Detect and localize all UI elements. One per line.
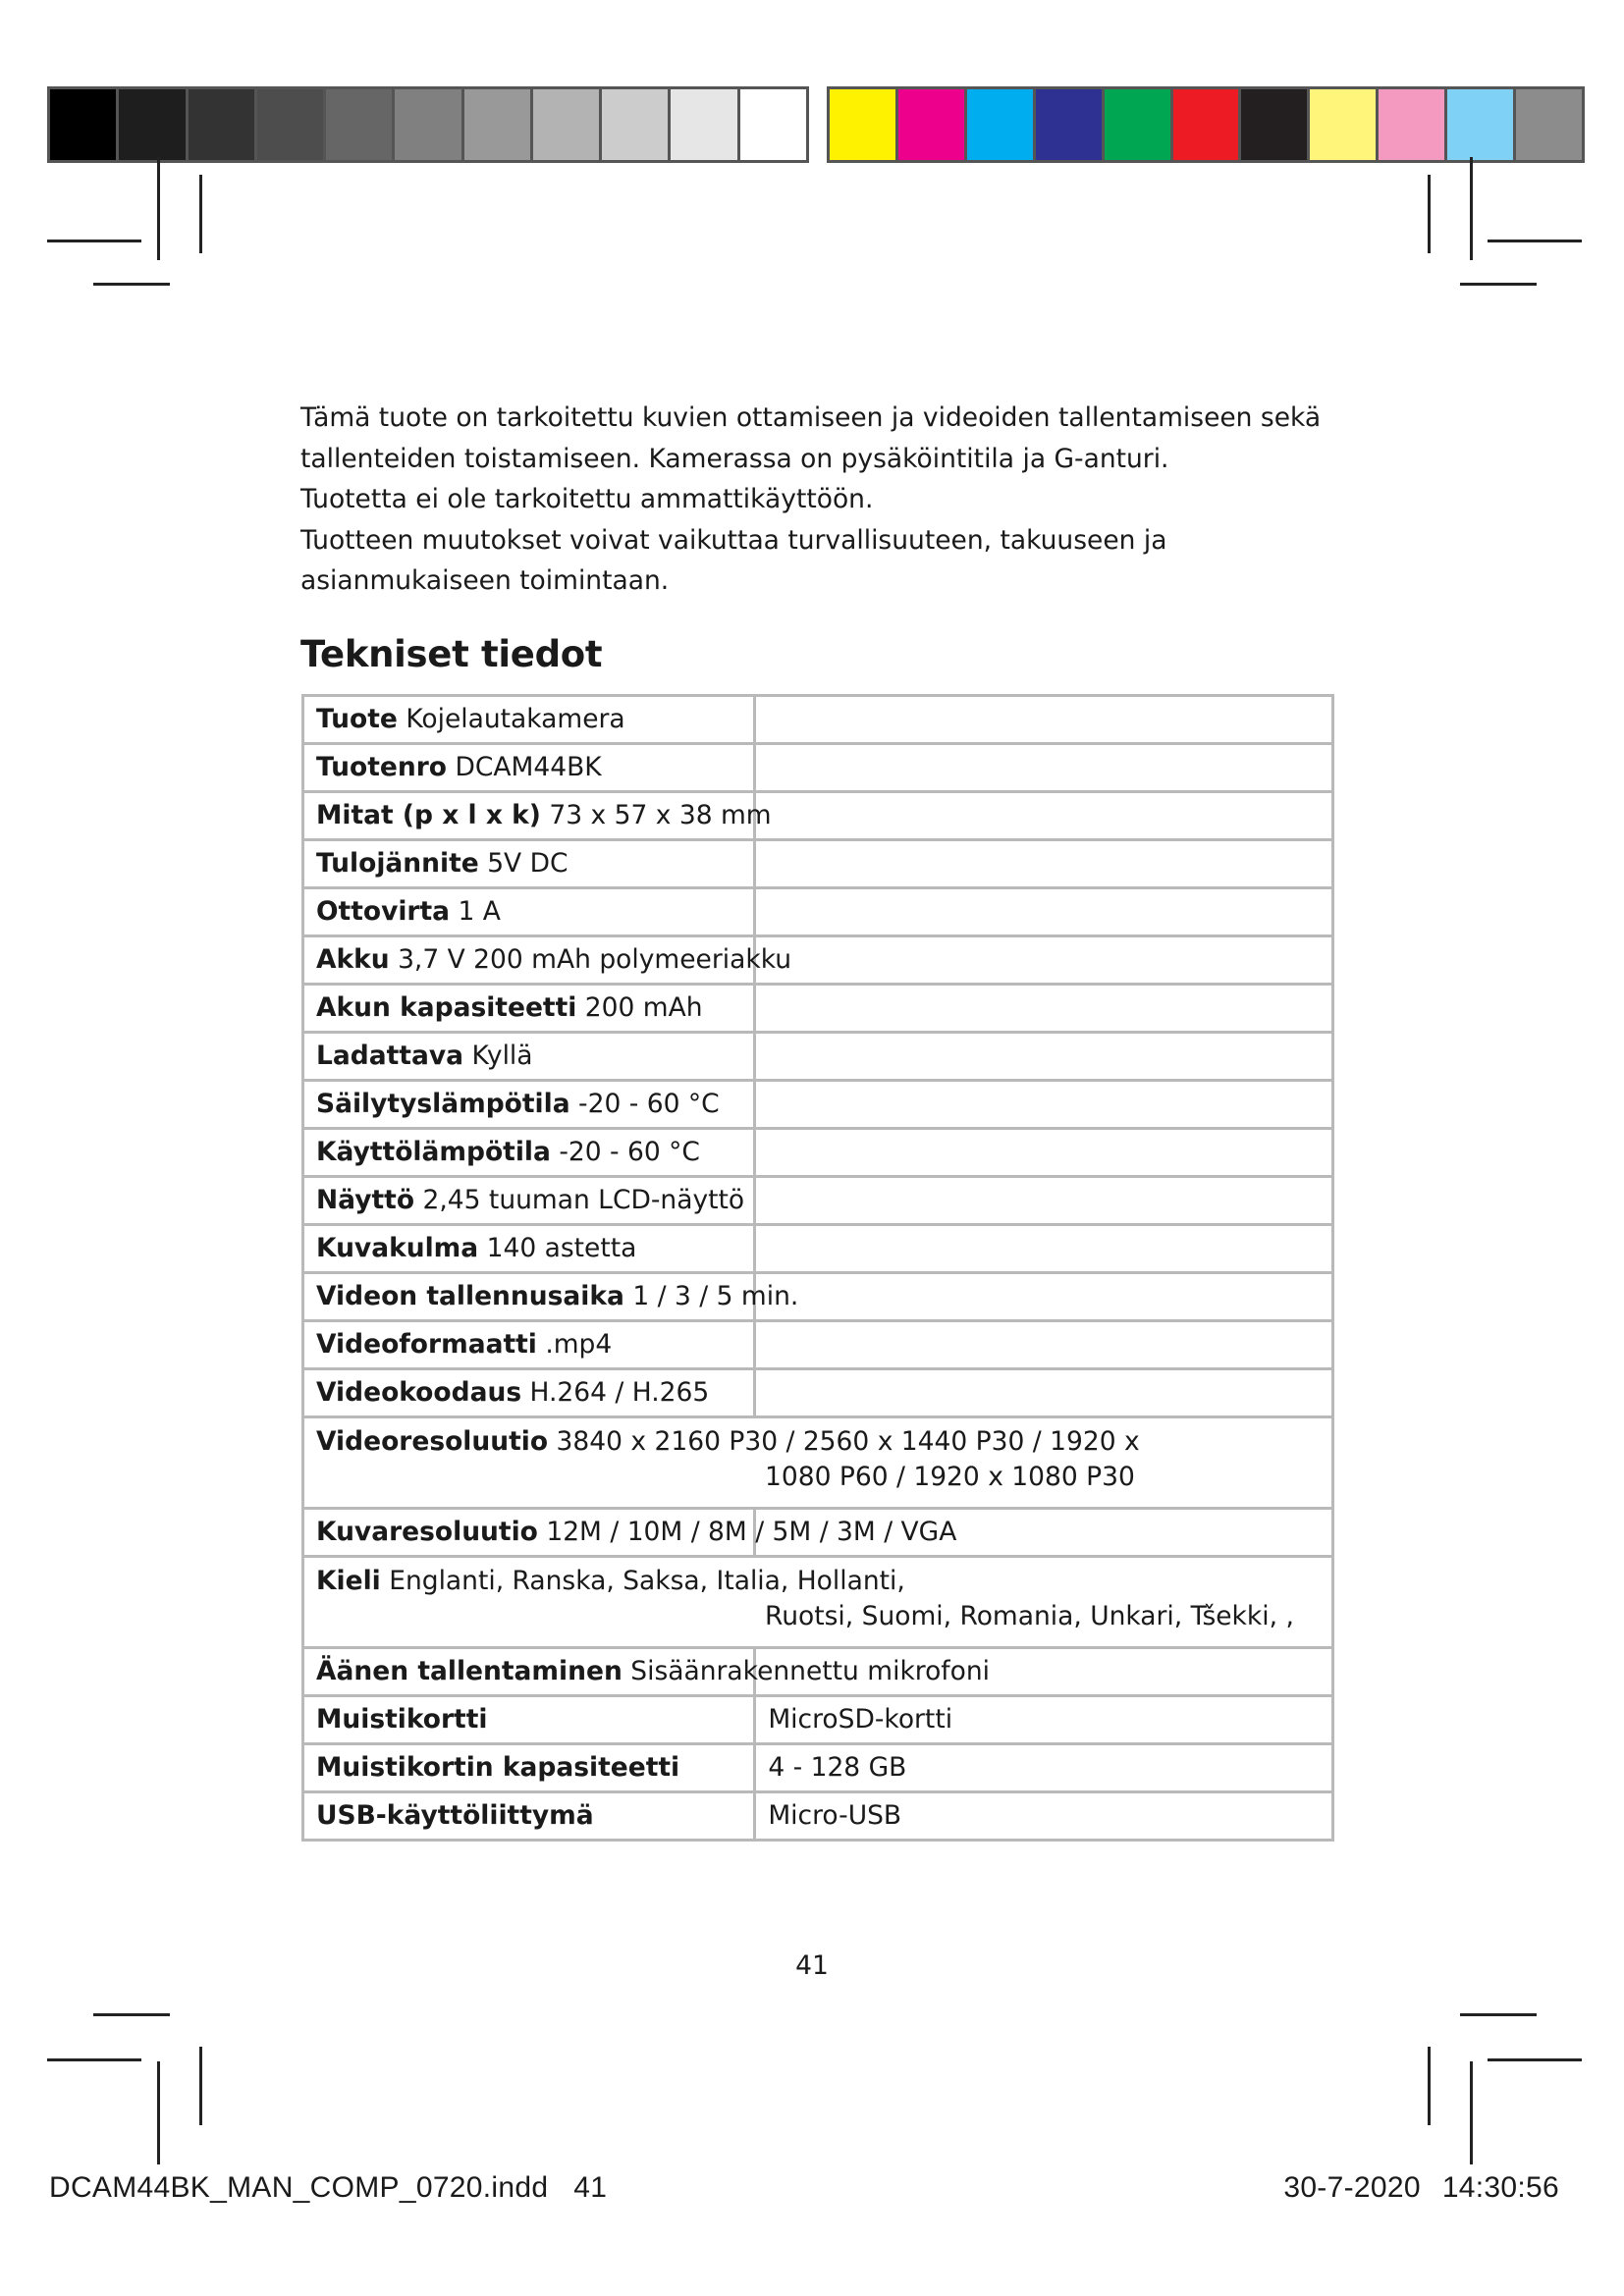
intro-line: Tämä tuote on tarkoitettu kuvien ottamiseen ja videoiden tallentamiseen sekä <box>300 402 1322 433</box>
table-row <box>303 1129 1333 1177</box>
spec-cell <box>303 1369 755 1417</box>
spec-value-cell: MicroSD-kortti <box>755 1696 1333 1744</box>
color-swatch <box>1447 89 1513 160</box>
crop-mark <box>93 283 170 286</box>
spec-value: 1 A <box>458 896 501 927</box>
spec-cell <box>303 792 772 840</box>
crop-mark <box>1460 283 1537 286</box>
spec-cell <box>303 1509 957 1557</box>
spec-value: -20 - 60 °C <box>578 1089 720 1119</box>
spec-value: 3840 x 2160 P30 / 2560 x 1440 P30 / 1920 x <box>556 1426 1140 1457</box>
slug-date: 30-7-2020 <box>1283 2171 1421 2204</box>
spec-label: Käyttölämpötila <box>316 1137 551 1167</box>
spec-empty-cell <box>755 840 1333 888</box>
spec-value: Englanti, Ranska, Saksa, Italia, Hollanti, <box>389 1566 905 1596</box>
spec-label: Videon tallennusaika <box>316 1281 624 1311</box>
spec-cell <box>303 744 755 792</box>
table-row <box>303 696 1333 744</box>
spec-value: 200 mAh <box>584 992 703 1023</box>
crop-mark <box>1428 175 1431 253</box>
spec-value: Kojelautakamera <box>406 704 625 734</box>
spec-value: 140 astetta <box>486 1233 637 1263</box>
crop-mark <box>199 175 202 253</box>
spec-label: Ottovirta <box>316 896 451 927</box>
spec-cell <box>303 936 792 985</box>
color-swatch <box>1310 89 1376 160</box>
crop-mark <box>1460 2013 1537 2016</box>
table-row <box>303 792 1333 840</box>
spec-empty-cell <box>755 1369 1333 1417</box>
table-row <box>303 1792 1333 1841</box>
gray-swatch <box>189 89 254 160</box>
color-swatch <box>1036 89 1102 160</box>
slug-page: 41 <box>573 2171 608 2204</box>
spec-label: Videokoodaus <box>316 1377 522 1408</box>
gray-swatch <box>464 89 530 160</box>
spec-value: -20 - 60 °C <box>559 1137 700 1167</box>
specs-table <box>301 694 1334 1842</box>
spec-empty-cell <box>755 696 1333 744</box>
table-row <box>303 1177 1333 1225</box>
color-swatch <box>898 89 964 160</box>
crop-mark <box>157 157 160 260</box>
gray-swatch <box>533 89 599 160</box>
spec-empty-cell <box>755 985 1333 1033</box>
spec-value-continued: 1080 P60 / 1920 x 1080 P30 <box>765 1462 1135 1492</box>
spec-value: 12M / 10M / 8M / 5M / 3M / VGA <box>546 1517 957 1547</box>
crop-mark <box>47 240 141 242</box>
slug-time: 14:30:56 <box>1441 2171 1559 2204</box>
table-row <box>303 840 1333 888</box>
gray-swatch <box>602 89 668 160</box>
spec-cell <box>303 1225 755 1273</box>
spec-cell <box>303 1557 1333 1648</box>
spec-label: Akun kapasiteetti <box>316 992 577 1023</box>
spec-label: Mitat (p x l x k) <box>316 800 541 830</box>
color-swatch <box>830 89 895 160</box>
spec-label: Muistikortin kapasiteetti <box>316 1752 680 1783</box>
gray-swatch <box>326 89 392 160</box>
gray-swatch <box>119 89 185 160</box>
gray-swatch <box>740 89 806 160</box>
spec-empty-cell <box>755 1225 1333 1273</box>
color-calibration-bar <box>827 86 1585 163</box>
spec-empty-cell <box>755 1081 1333 1129</box>
spec-value: DCAM44BK <box>455 752 602 782</box>
spec-empty-cell <box>755 792 1333 840</box>
intro-line: Tuotetta ei ole tarkoitettu ammattikäyttöön. <box>300 484 874 514</box>
table-row <box>303 1696 1333 1744</box>
intro-line: tallenteiden toistamiseen. Kamerassa on pysäköintitila ja G-anturi. <box>300 443 1169 474</box>
spec-empty-cell <box>755 1273 1333 1321</box>
color-swatch <box>1105 89 1170 160</box>
spec-label-cell <box>303 1792 755 1841</box>
spec-label: Kieli <box>316 1566 381 1596</box>
spec-value: Kyllä <box>471 1041 533 1071</box>
spec-label-cell <box>303 1744 755 1792</box>
spec-label-cell <box>303 1696 755 1744</box>
spec-value: 3,7 V 200 mAh polymeeriakku <box>398 944 792 975</box>
spec-cell <box>303 840 755 888</box>
table-row <box>303 1417 1333 1509</box>
spec-label: Tuotenro <box>316 752 448 782</box>
color-swatch <box>1516 89 1582 160</box>
spec-cell <box>303 1033 755 1081</box>
spec-label: Akku <box>316 944 390 975</box>
gray-swatch <box>257 89 323 160</box>
spec-cell <box>303 1081 755 1129</box>
crop-mark <box>1488 2058 1582 2061</box>
crop-mark <box>1470 2061 1473 2164</box>
page-number: 41 <box>795 1950 829 1981</box>
table-row <box>303 1273 1333 1321</box>
crop-mark <box>157 2061 160 2164</box>
section-heading: Tekniset tiedot <box>300 633 603 675</box>
print-slug-date <box>1283 2171 1559 2205</box>
table-row <box>303 1744 1333 1792</box>
intro-line: asianmukaiseen toimintaan. <box>300 565 670 596</box>
spec-label: Kuvaresoluutio <box>316 1517 538 1547</box>
color-swatch <box>1379 89 1444 160</box>
table-row <box>303 744 1333 792</box>
crop-mark <box>93 2013 170 2016</box>
table-row <box>303 985 1333 1033</box>
spec-cell <box>303 985 755 1033</box>
spec-empty-cell <box>755 1177 1333 1225</box>
spec-value: 2,45 tuuman LCD-näyttö <box>422 1185 745 1215</box>
crop-mark <box>199 2047 202 2125</box>
spec-label: Tulojännite <box>316 848 479 879</box>
color-swatch <box>967 89 1033 160</box>
spec-empty-cell <box>755 936 1333 985</box>
color-swatch <box>1173 89 1239 160</box>
table-row <box>303 936 1333 985</box>
spec-empty-cell <box>755 1321 1333 1369</box>
spec-label: Kuvakulma <box>316 1233 479 1263</box>
grayscale-calibration-bar <box>47 86 809 163</box>
table-row <box>303 1033 1333 1081</box>
spec-cell <box>303 1321 755 1369</box>
table-row <box>303 1225 1333 1273</box>
table-row <box>303 888 1333 936</box>
intro-line: Tuotteen muutokset voivat vaikuttaa turvallisuuteen, takuuseen ja <box>300 524 1167 556</box>
spec-value: .mp4 <box>545 1329 613 1360</box>
spec-cell <box>303 1417 1333 1509</box>
print-slug-file <box>49 2171 607 2205</box>
spec-label: Äänen tallentaminen <box>316 1656 623 1686</box>
spec-cell <box>303 696 755 744</box>
spec-value: H.264 / H.265 <box>529 1377 710 1408</box>
spec-empty-cell <box>755 1129 1333 1177</box>
spec-label: Näyttö <box>316 1185 415 1215</box>
spec-label: Ladattava <box>316 1041 463 1071</box>
spec-value-cell: Micro-USB <box>755 1792 1333 1841</box>
table-row <box>303 1321 1333 1369</box>
spec-cell <box>303 1129 755 1177</box>
crop-mark <box>1470 157 1473 260</box>
crop-mark <box>47 2058 141 2061</box>
table-row <box>303 1509 1333 1557</box>
color-swatch <box>1241 89 1307 160</box>
spec-value: 1 / 3 / 5 min. <box>632 1281 799 1311</box>
gray-swatch <box>50 89 116 160</box>
spec-value-continued: Ruotsi, Suomi, Romania, Unkari, Tšekki, , <box>765 1601 1294 1631</box>
spec-cell <box>303 1648 991 1696</box>
gray-swatch <box>395 89 460 160</box>
spec-empty-cell <box>755 744 1333 792</box>
spec-label: Säilytyslämpötila <box>316 1089 570 1119</box>
spec-empty-cell <box>755 888 1333 936</box>
table-row <box>303 1648 1333 1696</box>
crop-mark <box>1428 2047 1431 2125</box>
spec-label: Videoresoluutio <box>316 1426 549 1457</box>
spec-value: Sisäänrakennettu mikrofoni <box>630 1656 991 1686</box>
intro-paragraph <box>300 398 1331 602</box>
table-row <box>303 1081 1333 1129</box>
spec-label: Muistikortti <box>316 1704 488 1735</box>
spec-cell <box>303 1177 755 1225</box>
spec-label: USB-käyttöliittymä <box>316 1800 594 1831</box>
spec-value: 73 x 57 x 38 mm <box>549 800 772 830</box>
crop-mark <box>1488 240 1582 242</box>
spec-value-cell: 4 - 128 GB <box>755 1744 1333 1792</box>
spec-cell <box>303 1273 799 1321</box>
spec-label: Videoformaatti <box>316 1329 537 1360</box>
slug-filename: DCAM44BK_MAN_COMP_0720.indd <box>49 2171 549 2204</box>
table-row <box>303 1369 1333 1417</box>
spec-label: Tuote <box>316 704 398 734</box>
gray-swatch <box>671 89 736 160</box>
spec-value: 5V DC <box>487 848 568 879</box>
table-row <box>303 1557 1333 1648</box>
spec-cell <box>303 888 755 936</box>
spec-empty-cell <box>755 1033 1333 1081</box>
